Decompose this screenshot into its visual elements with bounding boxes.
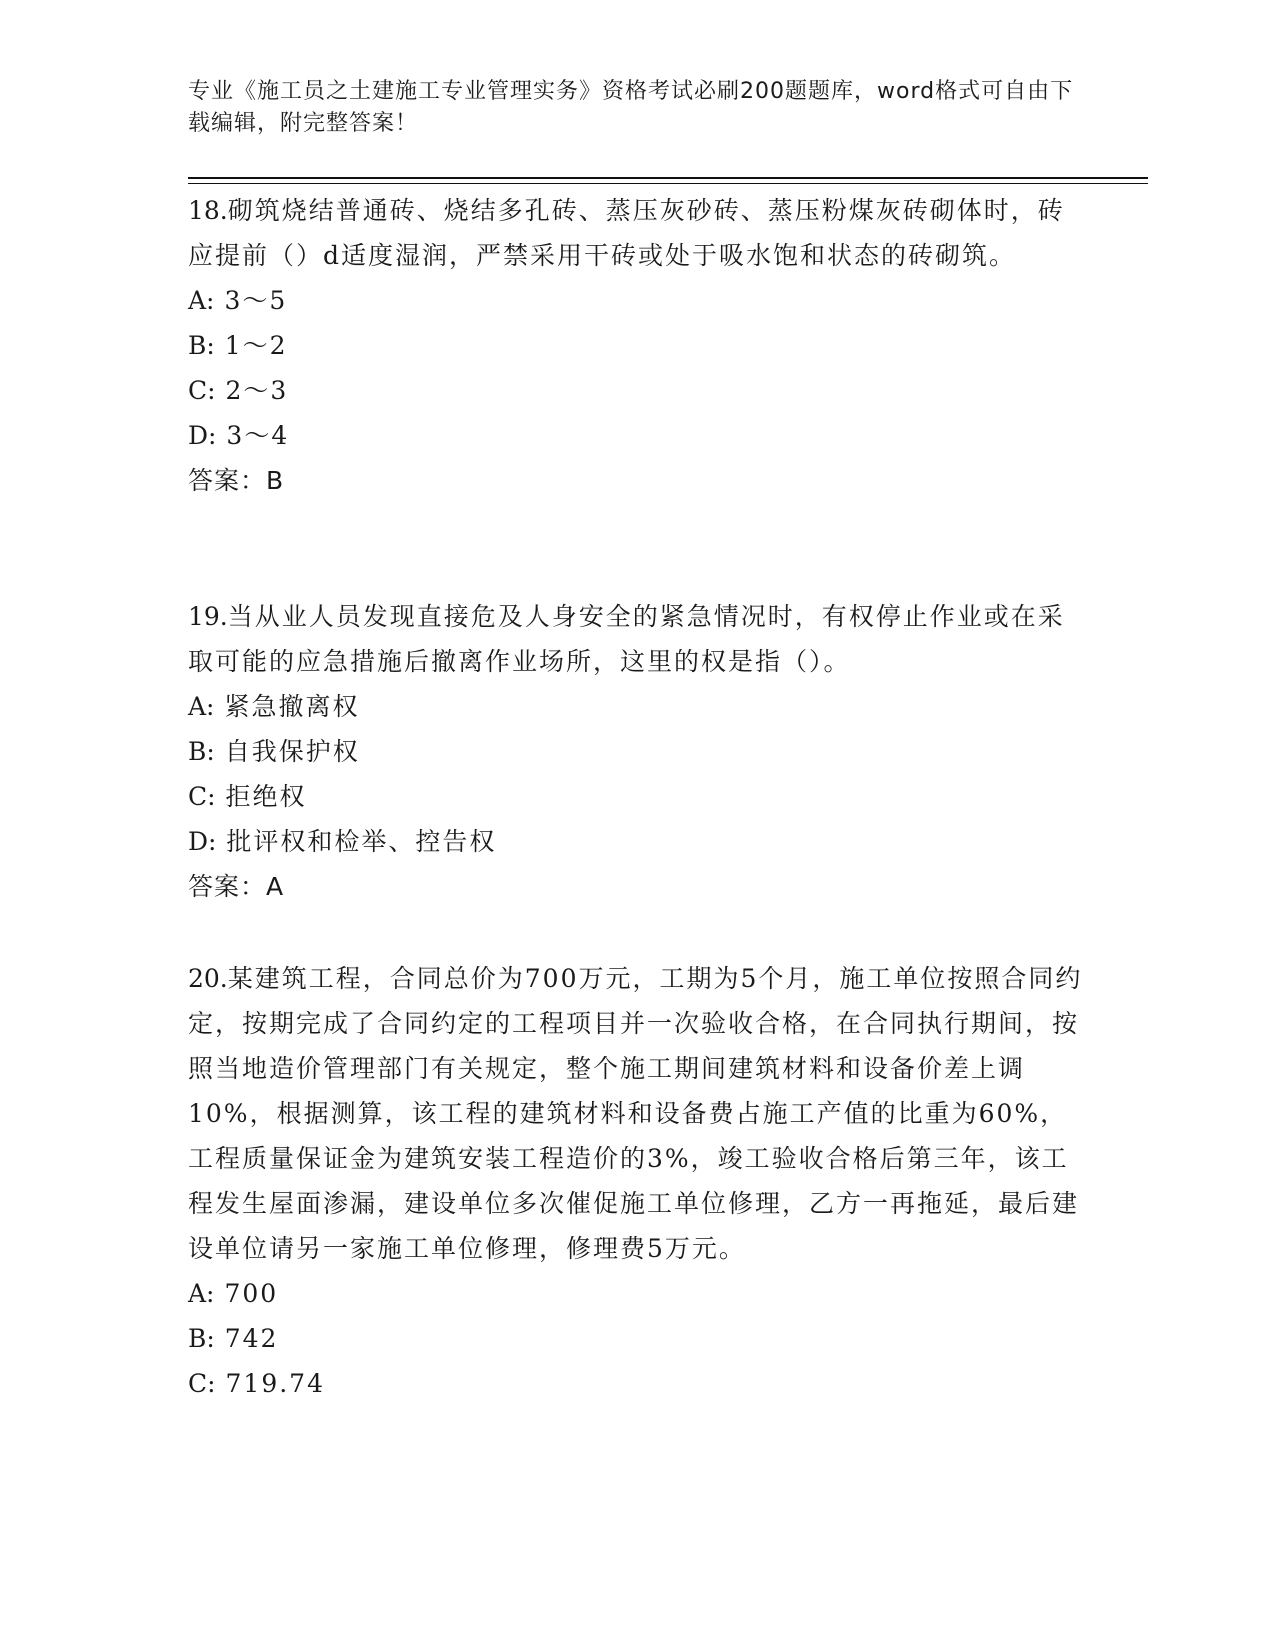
option-d: D: 3～4: [188, 421, 290, 450]
question-number: 20.: [188, 964, 228, 993]
option-b: B: 1～2: [188, 331, 288, 360]
question-body: 当从业人员发现直接危及人身安全的紧急情况时，有权停止作业或在采取可能的应急措施后撤离作业场所，这里的权是指（）。: [188, 602, 1065, 676]
option-a: A: 700: [188, 1279, 279, 1308]
answer: 答案：A: [188, 872, 285, 901]
header-divider-thin: [188, 183, 1148, 184]
question-number: 18.: [188, 196, 228, 225]
question-body: 某建筑工程，合同总价为700万元，工期为5个月，施工单位按照合同约定，按期完成了合同约定的工程项目并一次验收合格，在合同执行期间，按照当地造价管理部门有关规定，整个施工期间建筑材料和设备价差上调10%，根据测算，该工程的建筑材料和设备费占施工产值的比重为60%，工程质量保证金为建筑安装工程造价的3%，竣工验收合格后第三年，该工程发生屋面渗漏，建设单位多次催促施工单位修理，乙方一再拖延，最后建设单位请另一家施工单位修理，修理费5万元。: [188, 964, 1083, 1263]
option-c: C: 拒绝权: [188, 782, 307, 811]
document-page: [188, 0, 1148, 1650]
option-d: D: 批评权和检举、控告权: [188, 827, 497, 856]
question-text: [188, 594, 1088, 684]
question-number: 19.: [188, 602, 228, 631]
option-b: B: 自我保护权: [188, 737, 360, 766]
document-header: 专业《施工员之土建施工专业管理实务》资格考试必刷200题题库，word格式可自由下载编辑，附完整答案！: [188, 79, 1074, 136]
header-divider-thick: [188, 177, 1148, 179]
question-body: 砌筑烧结普通砖、烧结多孔砖、蒸压灰砂砖、蒸压粉煤灰砖砌体时，砖应提前（）d适度湿润，严禁采用干砖或处于吸水饱和状态的砖砌筑。: [188, 196, 1065, 270]
question-18: [188, 188, 1088, 503]
option-a: A: 紧急撤离权: [188, 692, 360, 721]
option-b: B: 742: [188, 1324, 279, 1353]
option-c: C: 2～3: [188, 376, 289, 405]
question-text: [188, 188, 1088, 278]
question-19: [188, 594, 1088, 909]
option-a: A: 3～5: [188, 286, 288, 315]
option-c: C: 719.74: [188, 1369, 325, 1398]
question-20: [188, 956, 1088, 1406]
question-text: [188, 956, 1088, 1271]
answer: 答案：B: [188, 466, 285, 495]
